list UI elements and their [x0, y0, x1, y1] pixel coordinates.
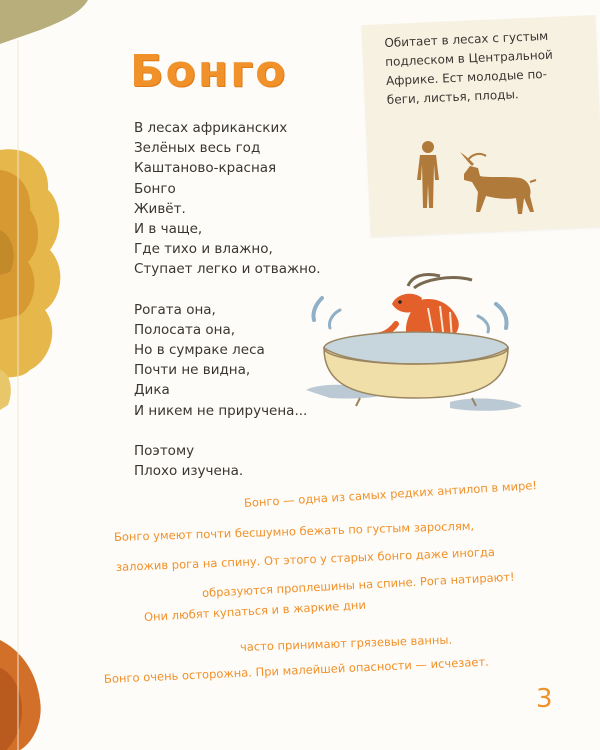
fact-text: образуются проплешины на спине. Рога натирают! — [201, 569, 515, 600]
info-line: подлеском в Центральной — [384, 47, 554, 69]
poem-line: В лесах африканских — [134, 120, 288, 136]
tree-illustration — [0, 0, 90, 750]
stanza-gap — [134, 280, 321, 300]
poem-line: Но в сумраке леса — [134, 342, 265, 359]
fact-text: часто принимают грязевые ванны. — [239, 632, 453, 654]
fact-text: Бонго умеют почти бесшумно бежать по густым зарослям, — [113, 518, 475, 544]
info-text — [384, 25, 597, 110]
human-silhouette-icon — [410, 140, 446, 210]
poem-line: И никем не приручена... — [134, 402, 308, 419]
stanza-gap — [134, 421, 321, 441]
fact-text: Бонго — одна из самых редких антилоп в мире! — [243, 478, 538, 510]
poem-line: Дика — [134, 382, 170, 399]
poem — [134, 118, 321, 481]
page-title: Бонго — [130, 46, 288, 97]
poem-line: Почти не видна, — [134, 362, 251, 379]
poem-line: Ступает легко и отважно. — [134, 261, 321, 278]
poem-line: Где тихо и влажно, — [134, 241, 273, 258]
poem-line: Рогата она, — [134, 301, 216, 318]
fact-text: Бонго очень осторожна. При малейшей опасности — исчезает. — [103, 654, 490, 686]
poem-line: Полосата она, — [134, 321, 236, 338]
info-line: Африке. Ест молодые по- — [385, 66, 548, 88]
page-number: 3 — [536, 684, 553, 714]
info-line: Обитает в лесах с густым — [384, 28, 549, 50]
poem-line: Поэтому — [134, 442, 195, 459]
fact-text: Они любят купаться и в жаркие дни — [143, 597, 367, 624]
antelope-silhouette-icon — [458, 152, 538, 218]
poem-line: Живёт. — [134, 200, 186, 217]
info-line: беги, листья, плоды. — [386, 87, 519, 107]
poem-line: Зелёных весь год — [134, 140, 261, 157]
poem-line: Бонго — [134, 180, 176, 197]
fact-text: заложив рога на спину. От этого у старых бонго даже иногда — [115, 544, 496, 574]
poem-line: Каштаново-красная — [134, 160, 277, 177]
poem-line: И в чаще, — [134, 221, 203, 238]
bongo-bath-illustration — [300, 270, 530, 430]
poem-line: Плохо изучена. — [134, 463, 244, 480]
